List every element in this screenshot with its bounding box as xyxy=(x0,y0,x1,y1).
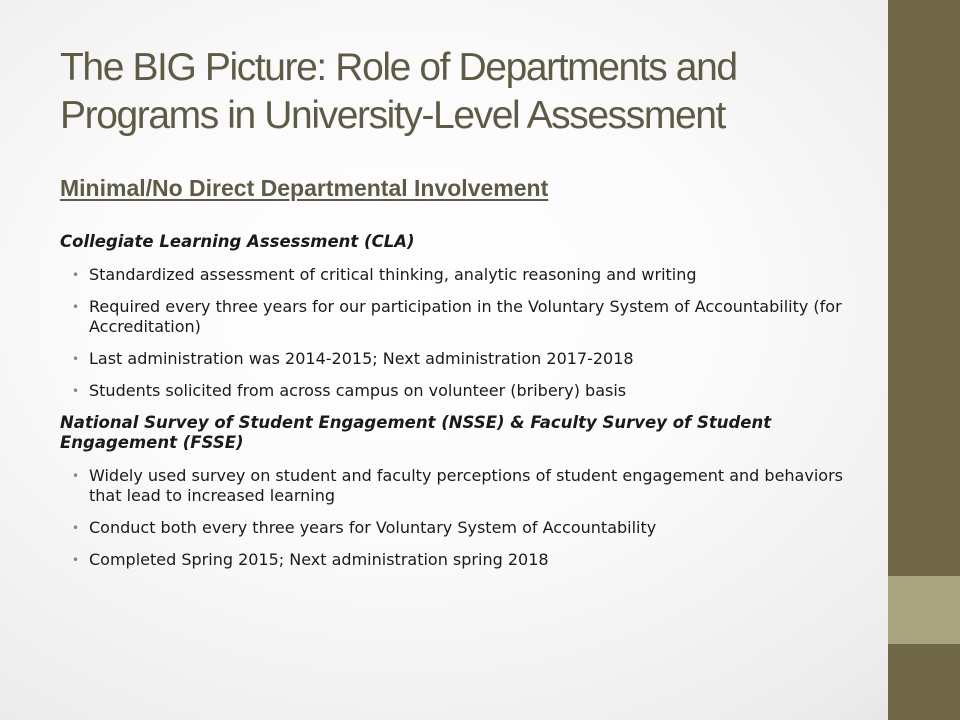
section-heading: Collegiate Learning Assessment (CLA) xyxy=(60,232,415,251)
bullet-dot-icon: • xyxy=(72,469,80,483)
bullet-text: Standardized assessment of critical thinking, analytic reasoning and writing xyxy=(89,265,697,284)
bullet-dot-icon: • xyxy=(72,521,80,535)
bullet-item xyxy=(60,265,860,285)
section-cla xyxy=(60,232,860,401)
slide-title-line-1: The BIG Picture: Role of Departments and xyxy=(60,46,737,89)
side-bar-accent xyxy=(888,576,960,644)
bullet-item xyxy=(60,349,860,369)
bullet-item xyxy=(60,297,860,337)
bullet-item xyxy=(60,518,860,538)
bullet-item xyxy=(60,381,860,401)
bullet-dot-icon: • xyxy=(72,553,80,567)
slide-title-line-2: Programs in University-Level Assessment xyxy=(60,94,725,137)
bullet-text: Students solicited from across campus on volunteer (bribery) basis xyxy=(89,381,627,400)
slide-title xyxy=(60,44,880,140)
section-nsse-fsse xyxy=(60,413,860,570)
bullet-text: Conduct both every three years for Voluntary System of Accountability xyxy=(89,518,657,537)
bullet-dot-icon: • xyxy=(72,384,80,398)
bullet-list xyxy=(60,265,860,401)
bullet-item xyxy=(60,466,860,506)
bullet-dot-icon: • xyxy=(72,352,80,366)
slide-subtitle: Minimal/No Direct Departmental Involvement xyxy=(60,175,549,201)
bullet-dot-icon: • xyxy=(72,268,80,282)
bullet-text: Widely used survey on student and faculty perceptions of student engagement and behaviors that lead to increased learning xyxy=(89,466,843,505)
bullet-text: Completed Spring 2015; Next administration spring 2018 xyxy=(89,550,549,569)
section-heading: National Survey of Student Engagement (NSSE) & Faculty Survey of Student Engagement (FSSE) xyxy=(60,413,772,452)
bullet-text: Required every three years for our participation in the Voluntary System of Accountability (for Accreditation) xyxy=(89,297,842,336)
bullet-list xyxy=(60,466,860,570)
bullet-item xyxy=(60,550,860,570)
bullet-dot-icon: • xyxy=(72,300,80,314)
bullet-text: Last administration was 2014-2015; Next administration 2017-2018 xyxy=(89,349,634,368)
slide-body xyxy=(60,232,860,582)
